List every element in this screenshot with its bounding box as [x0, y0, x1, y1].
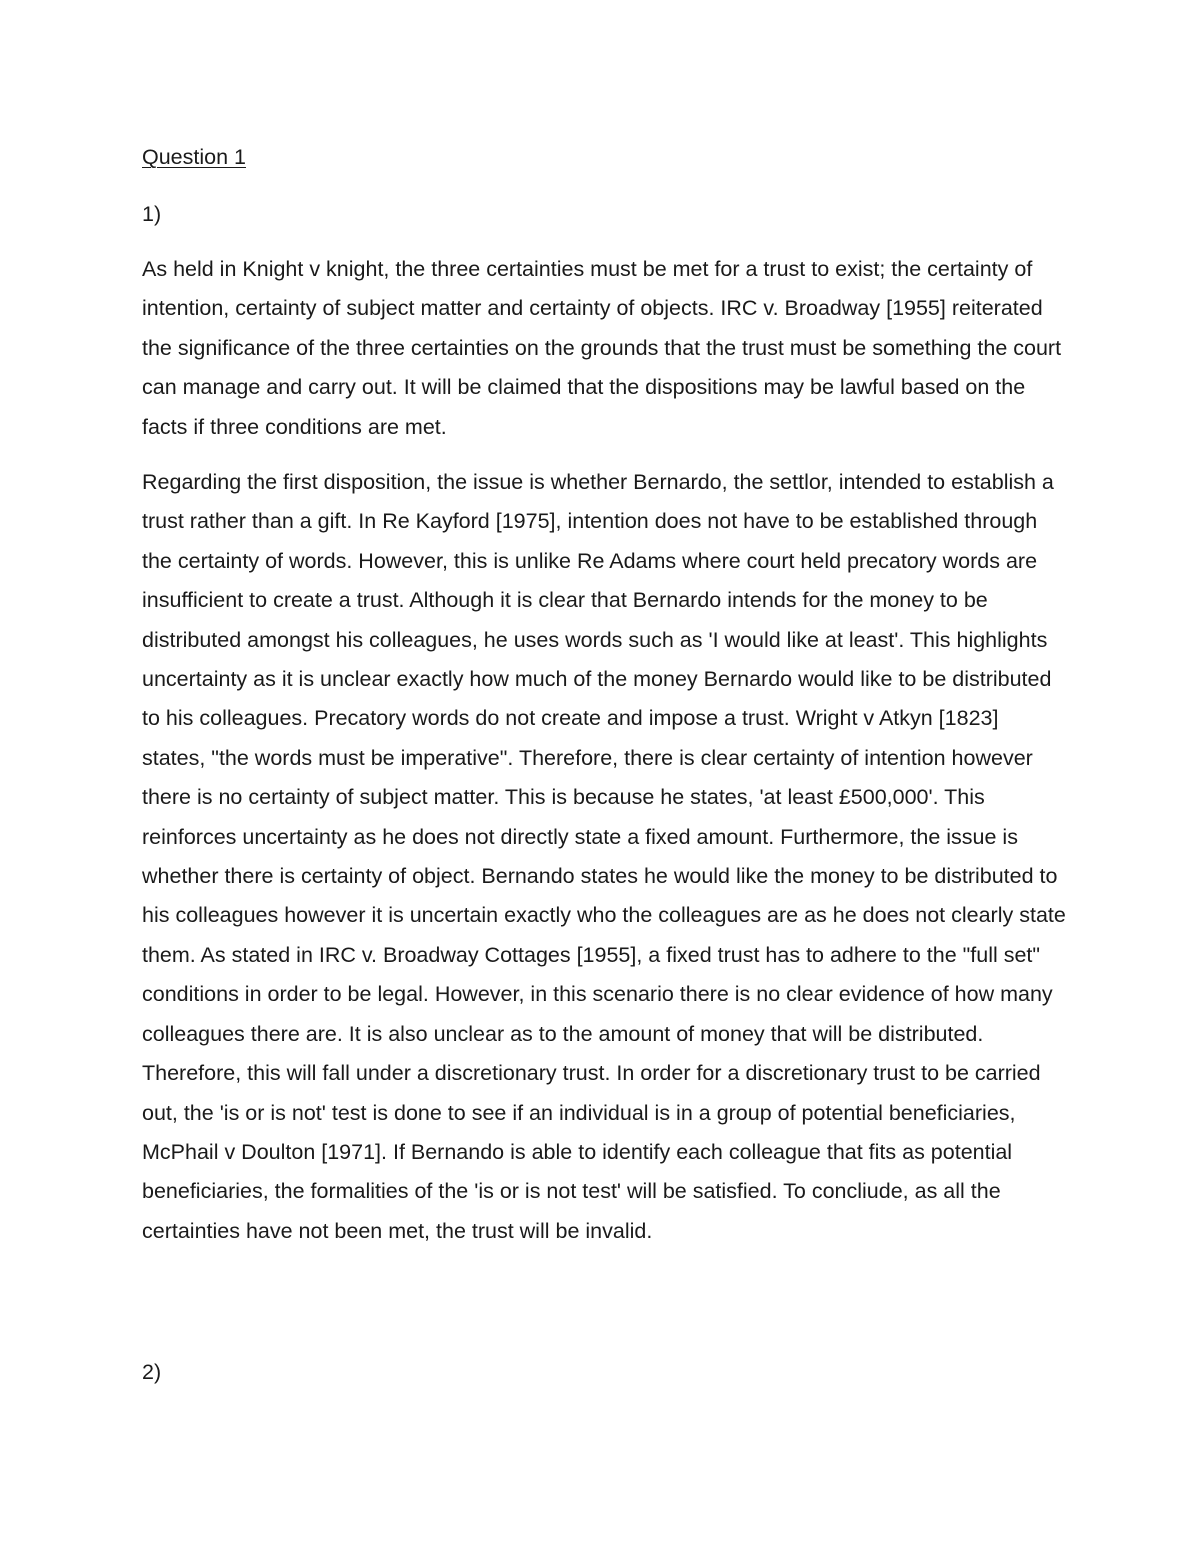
- part-one-label: 1): [142, 202, 162, 226]
- part-two-label: 2): [142, 1360, 162, 1384]
- paragraph-first-disposition: Regarding the first disposition, the issue is whether Bernardo, the settlor, intended to establish a trust rather than a gift. In Re Kayford [1975], intention does not have to be established through the certainty of words. However, this is unlike Re Adams where court held precatory words are insufficient to create a trust. Although it is clear that Bernardo intends for the money to be distributed amongst his colleagues, he uses words such as 'I would like at least'. This highlights uncertainty as it is unclear exactly how much of the money Bernardo would like to be distributed to his colleagues. Precatory words do not create and impose a trust. Wright v Atkyn [1823] states, "the words must be imperative". Therefore, there is clear certainty of intention however there is no certainty of subject matter. This is because he states, 'at least £500,000'. This reinforces uncertainty as he does not directly state a fixed amount. Furthermore, the issue is whether there is certainty of object. Bernando states he would like the money to be distributed to his colleagues however it is uncertain exactly who the colleagues are as he does not clearly state them. As stated in IRC v. Broadway Cottages [1955], a fixed trust has to adhere to the "full set" conditions in order to be legal. However, in this scenario there is no clear evidence of how many colleagues there are. It is also unclear as to the amount of money that will be distributed. Therefore, this will fall under a discretionary trust. In order for a discretionary trust to be carried out, the 'is or is not' test is done to see if an individual is in a group of potential beneficiaries, McPhail v Doulton [1971]. If Bernando is able to identify each colleague that fits as potential beneficiaries, the formalities of the 'is or is not test' will be satisfied. To concliude, as all the certainties have not been met, the trust will be invalid.: [142, 470, 1066, 1243]
- question-heading: Question 1: [142, 145, 246, 169]
- paragraph-three-certainties: As held in Knight v knight, the three certainties must be met for a trust to exist; the certainty of intention, certainty of subject matter and certainty of objects. IRC v. Broadway [1955] reiterated the significance of the three certainties on the grounds that the trust must be something the court can manage and carry out. It will be claimed that the dispositions may be lawful based on the facts if three conditions are met.: [142, 257, 1062, 439]
